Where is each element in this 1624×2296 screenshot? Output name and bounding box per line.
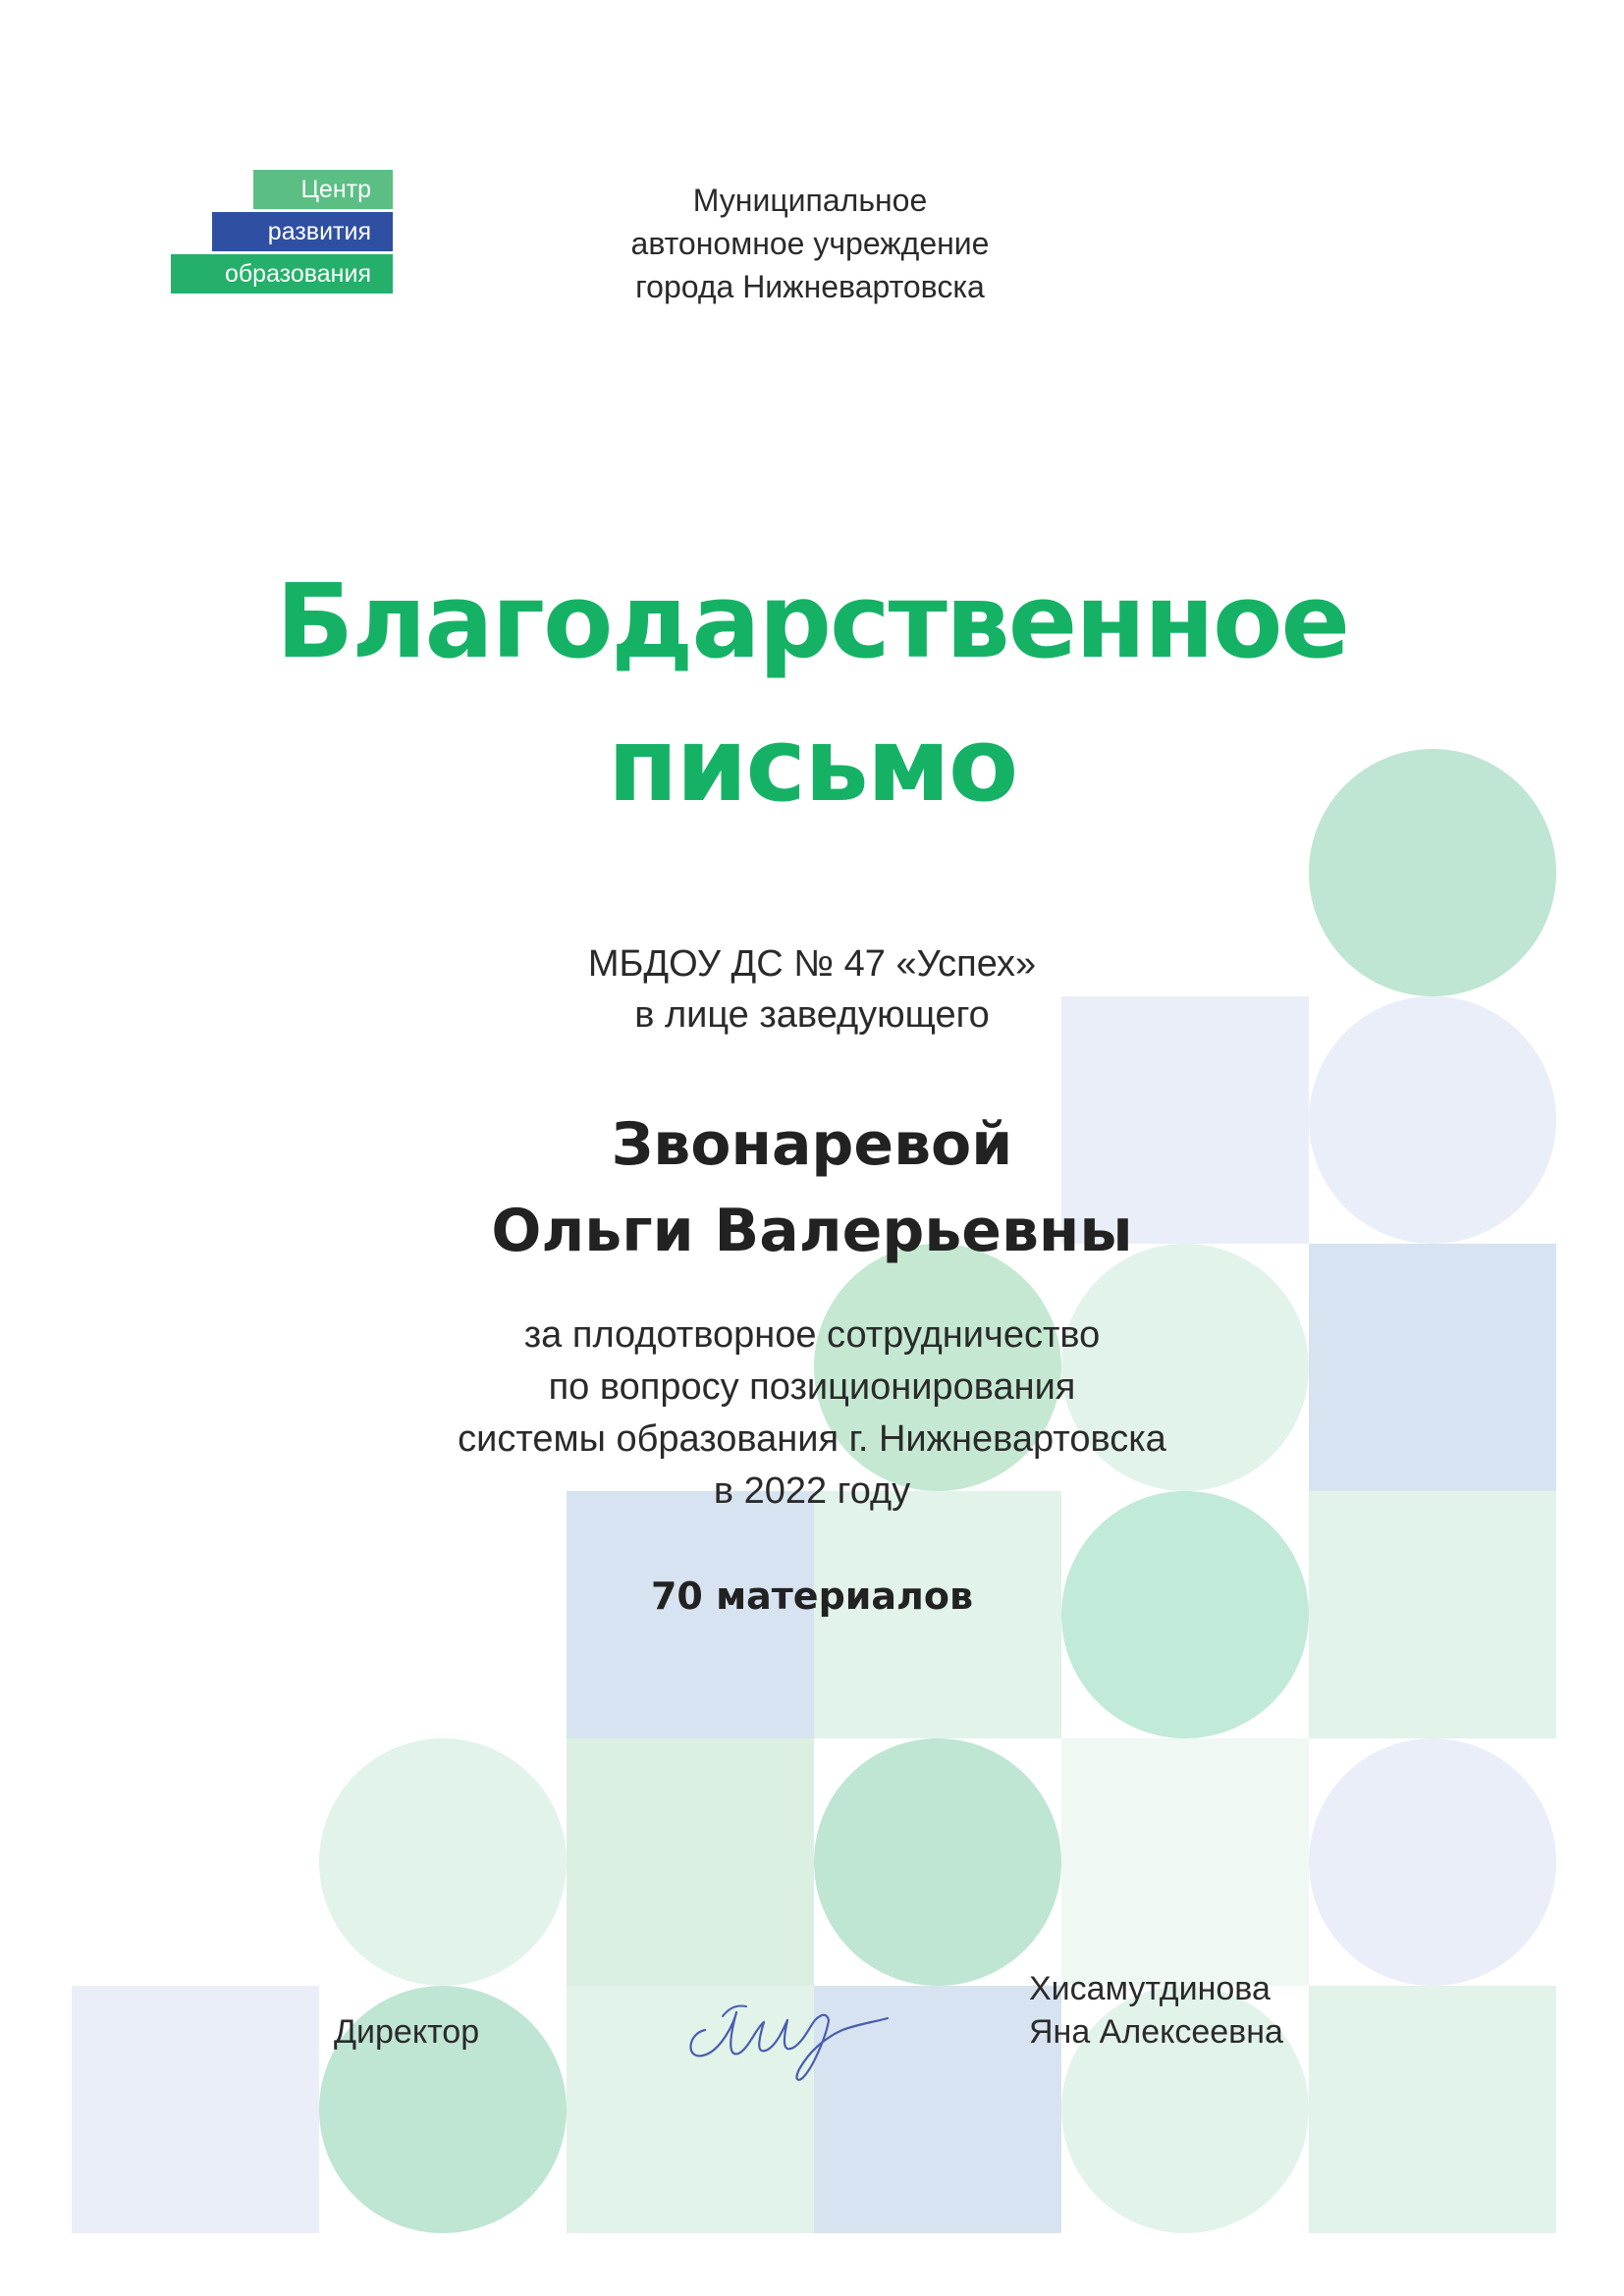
document-title	[0, 550, 1624, 836]
materials-count: 70 материалов	[650, 1575, 974, 1618]
deco-square	[72, 1986, 319, 2233]
center-logo	[171, 170, 393, 296]
recipient-organization-line: МБДОУ ДС № 47 «Успех»	[587, 943, 1037, 985]
deco-square	[1309, 1986, 1556, 2233]
recipient-organization	[0, 938, 1624, 1041]
organization-line: автономное учреждение	[630, 226, 990, 261]
reason-line: за плодотворное сотрудничество	[523, 1314, 1101, 1356]
deco-square	[567, 1738, 814, 1986]
logo-line-3: образования	[171, 254, 393, 294]
recipient-name-line: Звонаревой	[611, 1110, 1013, 1179]
recipient-name-line: Ольги Валерьевны	[491, 1197, 1133, 1265]
handwritten-signature	[677, 1973, 903, 2091]
logo-line-1: Центр	[253, 170, 393, 209]
organization-line: Муниципальное	[692, 183, 928, 218]
organization-header	[550, 179, 1070, 308]
signer-name	[1029, 1967, 1283, 2054]
deco-circle	[319, 1738, 567, 1986]
reason-line: по вопросу позиционирования	[548, 1366, 1076, 1408]
signer-role: Директор	[334, 2013, 480, 2051]
logo-line-2: развития	[212, 212, 393, 251]
title-line: Благодарственное	[276, 561, 1348, 681]
deco-square	[1061, 1738, 1309, 1986]
deco-circle	[1309, 1738, 1556, 1986]
reason-line: системы образования г. Нижневартовска	[458, 1418, 1166, 1460]
deco-circle	[814, 1738, 1061, 1986]
title-line: письмо	[607, 705, 1017, 825]
gratitude-reason	[0, 1309, 1624, 1518]
recipient-organization-line: в лице заведующего	[634, 994, 990, 1036]
recipient-name	[0, 1101, 1624, 1274]
signer-name-line: Яна Алексеевна	[1029, 2013, 1283, 2051]
reason-line: в 2022 году	[713, 1470, 911, 1512]
signer-name-line: Хисамутдинова	[1029, 1970, 1271, 2007]
organization-line: города Нижневартовска	[635, 269, 985, 304]
